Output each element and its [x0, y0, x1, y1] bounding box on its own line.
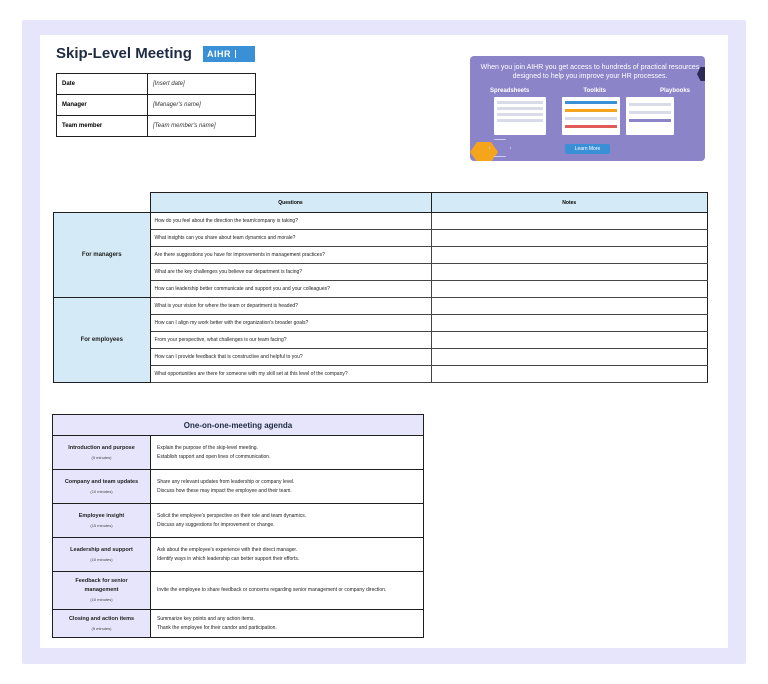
question-text: What are the key challenges you believe our department is facing? — [150, 264, 431, 281]
agenda-header-row — [53, 415, 424, 436]
question-text: What opportunities are there for someone with my skill set at this level of the company? — [150, 366, 431, 383]
meta-label: Team member — [57, 116, 148, 137]
agenda-section — [53, 470, 151, 504]
meta-label: Manager — [57, 95, 148, 116]
promo-categories — [490, 88, 690, 94]
promo-category: Spreadsheets — [490, 88, 530, 94]
question-row — [54, 315, 708, 332]
notes-cell[interactable] — [431, 315, 708, 332]
agenda-line: Identify ways in which leadership can better support their efforts. — [157, 555, 300, 562]
agenda-line: Ask about the employee's experience with their direct manager. — [157, 546, 298, 553]
agenda-title: One-on-one-meeting agenda — [53, 415, 424, 436]
agenda-row — [53, 572, 424, 610]
agenda-line: Discuss any suggestions for improvement or change. — [157, 521, 275, 528]
aihr-promo-banner[interactable] — [470, 56, 705, 161]
agenda-section-duration: (10 minutes) — [90, 556, 113, 562]
question-row — [54, 213, 708, 230]
notes-cell[interactable] — [431, 230, 708, 247]
question-text: What is your vision for where the team or department is headed? — [150, 298, 431, 315]
learn-more-button[interactable]: Learn More — [565, 144, 610, 154]
agenda-details — [151, 436, 424, 470]
notes-cell[interactable] — [431, 349, 708, 366]
aihr-logo — [203, 46, 255, 62]
agenda-section-duration: (5 minutes) — [91, 625, 112, 631]
agenda-line: Discuss how these may impact the employee and their team. — [157, 487, 292, 494]
meta-label: Date — [57, 74, 148, 95]
agenda-section-title: Company and team updates — [64, 478, 139, 485]
meta-value-date[interactable]: [Insert date] — [148, 74, 256, 95]
question-text: From your perspective, what challenges is our team facing? — [150, 332, 431, 349]
agenda-section — [53, 572, 151, 610]
meta-row-team-member — [57, 116, 256, 137]
meeting-info-table — [56, 73, 256, 137]
agenda-details — [151, 504, 424, 538]
promo-category: Playbooks — [659, 88, 690, 94]
questions-table — [53, 192, 708, 383]
agenda-line: Explain the purpose of the skip-level meeting. — [157, 444, 258, 451]
question-text: How can leadership better communicate and support you and your colleagues? — [150, 281, 431, 298]
agenda-section-duration: (5 minutes) — [91, 454, 112, 460]
meta-value-manager[interactable]: [Manager's name] — [148, 95, 256, 116]
meta-row-date — [57, 74, 256, 95]
agenda-row — [53, 470, 424, 504]
agenda-line: Summarize key points and any action items. — [157, 615, 255, 622]
group-label-employees: For employees — [54, 298, 151, 383]
question-text: What insights can you share about team dynamics and morale? — [150, 230, 431, 247]
agenda-section-duration: (10 minutes) — [90, 488, 113, 494]
logo-mark-icon — [235, 50, 254, 58]
notes-cell[interactable] — [431, 298, 708, 315]
notes-cell[interactable] — [431, 213, 708, 230]
group-label-managers: For managers — [54, 213, 151, 298]
notes-cell[interactable] — [431, 332, 708, 349]
question-row — [54, 366, 708, 383]
question-text: Are there suggestions you have for improvements in management practices? — [150, 247, 431, 264]
toolkit-thumbnail — [562, 97, 620, 135]
agenda-section-duration: (10 minutes) — [90, 597, 113, 602]
logo-text: AIHR — [207, 49, 231, 59]
agenda-section-title: Feedback for senior management — [75, 578, 128, 593]
question-text: How can I provide feedback that is constructive and helpful to you? — [150, 349, 431, 366]
spreadsheet-thumbnail — [494, 97, 546, 135]
question-text: How do you feel about the direction the team/company is taking? — [150, 213, 431, 230]
notes-cell[interactable] — [431, 247, 708, 264]
notes-cell[interactable] — [431, 366, 708, 383]
agenda-row — [53, 436, 424, 470]
agenda-section — [53, 504, 151, 538]
agenda-line: Invite the employee to share feedback or concerns regarding senior management or company direction. — [157, 587, 387, 593]
notes-header: Notes — [431, 193, 708, 213]
agenda-table — [52, 414, 424, 638]
agenda-row — [53, 538, 424, 572]
agenda-section-title: Introduction and purpose — [68, 444, 135, 451]
question-text: How can I align my work better with the organization's broader goals? — [150, 315, 431, 332]
agenda-details — [151, 610, 424, 638]
question-row — [54, 349, 708, 366]
promo-category: Toolkits — [583, 88, 606, 94]
agenda-row — [53, 610, 424, 638]
agenda-line: Solicit the employee's perspective on their role and team dynamics. — [157, 512, 307, 519]
question-row — [54, 298, 708, 315]
agenda-row — [53, 504, 424, 538]
meta-row-manager — [57, 95, 256, 116]
agenda-details — [151, 538, 424, 572]
question-row — [54, 230, 708, 247]
question-row — [54, 332, 708, 349]
playbook-thumbnail — [626, 97, 674, 135]
meta-value-team-member[interactable]: [Team member's name] — [148, 116, 256, 137]
notes-cell[interactable] — [431, 281, 708, 298]
agenda-section — [53, 538, 151, 572]
question-row — [54, 281, 708, 298]
questions-header: Questions — [150, 193, 431, 213]
agenda-section-duration: (15 minutes) — [90, 522, 113, 528]
agenda-section-title: Leadership and support — [70, 546, 133, 553]
question-row — [54, 264, 708, 281]
agenda-section-title: Employee insight — [78, 512, 125, 519]
questions-header-row — [54, 193, 708, 213]
agenda-details — [151, 470, 424, 504]
promo-text: When you join AIHR you get access to hundreds of practical resources designed to help you improve your HR processes. — [480, 64, 700, 80]
question-row — [54, 247, 708, 264]
agenda-section-title: Closing and action items — [68, 615, 135, 622]
agenda-section — [53, 610, 151, 638]
agenda-line: Establish rapport and open lines of communication. — [157, 453, 271, 460]
notes-cell[interactable] — [431, 264, 708, 281]
agenda-details — [151, 572, 424, 610]
agenda-section — [53, 436, 151, 470]
page-title: Skip-Level Meeting — [56, 45, 192, 62]
agenda-line: Share any relevant updates from leadership or company level. — [157, 478, 295, 485]
agenda-line: Thank the employee for their candor and participation. — [157, 624, 277, 631]
